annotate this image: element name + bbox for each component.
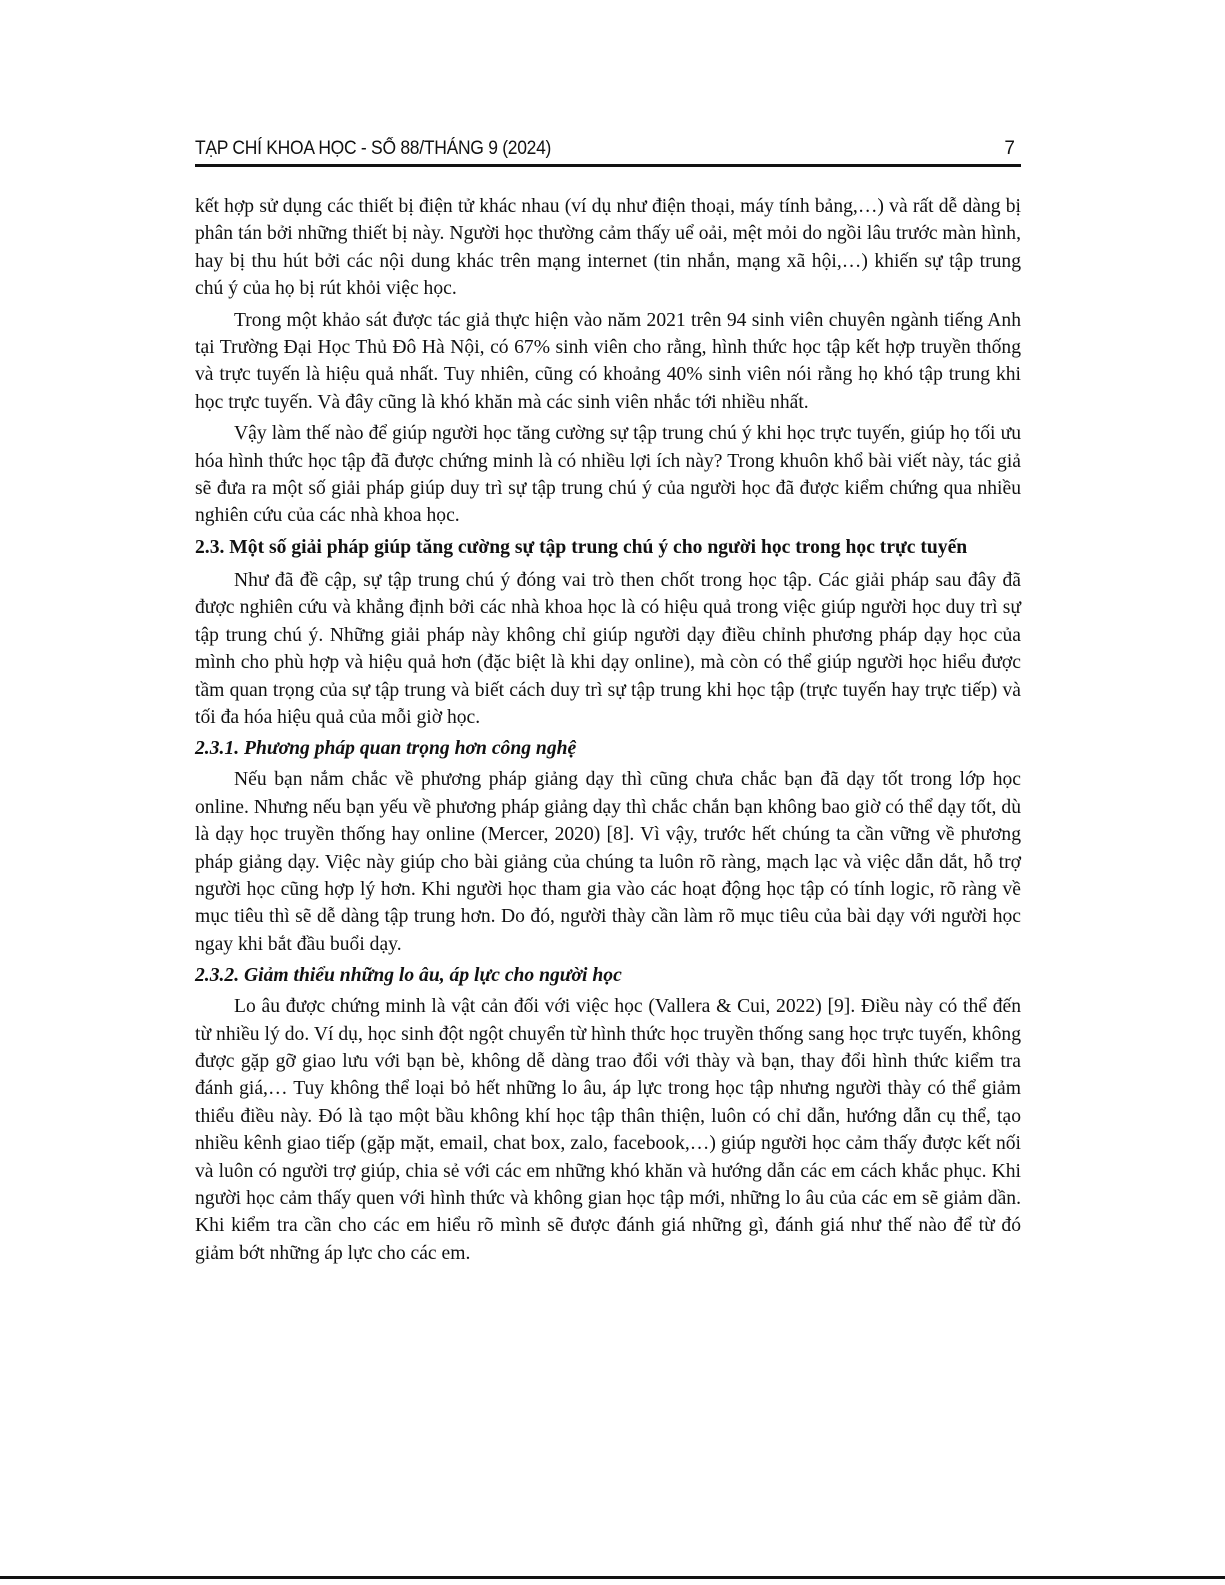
running-header: [195, 138, 1021, 167]
paragraph: Nếu bạn nắm chắc về phương pháp giảng dạy thì cũng chưa chắc bạn đã dạy tốt trong lớp học online. Nhưng nếu bạn yếu về phương pháp giảng dạy thì chắc chắn bạn không bao giờ có thể dạy tốt, dù là dạy học truyền thống hay online (Mercer, 2020) [8]. Vì vậy, trước hết chúng ta cần vững về phương pháp giảng dạy. Việc này giúp cho bài giảng của chúng ta luôn rõ ràng, mạch lạc và việc dẫn dắt, hỗ trợ người học cũng hợp lý hơn. Khi người học tham gia vào các hoạt động học tập có tính logic, rõ ràng về mục tiêu thì sẽ dễ dàng tập trung hơn. Do đó, người thày cần làm rõ mục tiêu của bài dạy với người học ngay khi bắt đầu buổi dạy.: [195, 769, 1021, 955]
page-number: 7: [1004, 138, 1015, 159]
section-heading-2-3: 2.3. Một số giải pháp giúp tăng cường sự tập trung chú ý cho người học trong học trực tuyến: [195, 536, 968, 558]
paragraph: Như đã đề cập, sự tập trung chú ý đóng vai trò then chốt trong học tập. Các giải pháp sau đây đã được nghiên cứu và khẳng định bởi các nhà khoa học là có hiệu quả trong việc giúp người học duy trì sự tập trung chú ý. Những giải pháp này không chỉ giúp người dạy điều chỉnh phương pháp dạy học của mình cho phù hợp và hiệu quả hơn (đặc biệt là khi dạy online), mà còn có thể giúp người học hiểu được tầm quan trọng của sự tập trung và biết cách duy trì sự tập trung khi học tập (trực tuyến hay trực tiếp) và tối đa hóa hiệu quả của mỗi giờ học.: [195, 569, 1021, 728]
article-body: [195, 193, 1021, 1271]
journal-title: TẠP CHÍ KHOA HỌC - SỐ 88/THÁNG 9 (2024): [195, 138, 552, 159]
paragraph: Trong một khảo sát được tác giả thực hiện vào năm 2021 trên 94 sinh viên chuyên ngành tiếng Anh tại Trường Đại Học Thủ Đô Hà Nội, có 67% sinh viên cho rằng, hình thức học tập kết hợp truyền thống và trực tuyến là hiệu quả nhất. Tuy nhiên, cũng có khoảng 40% sinh viên nói rằng họ khó tập trung khi học trực tuyến. Và đây cũng là khó khăn mà các sinh viên nhắc tới nhiều nhất.: [195, 309, 1021, 413]
paragraph: kết hợp sử dụng các thiết bị điện tử khác nhau (ví dụ như điện thoại, máy tính bảng,…) và rất dễ dàng bị phân tán bởi những thiết bị này. Người học thường cảm thấy uể oải, mệt mỏi do ngồi lâu trước màn hình, hay bị thu hút bởi các nội dung khác trên mạng internet (tin nhắn, mạng xã hội,…) khiến sự tập trung chú ý của họ bị rút khỏi việc học.: [195, 196, 1021, 300]
paragraph: Lo âu được chứng minh là vật cản đối với việc học (Vallera & Cui, 2022) [9]. Điều này có thể đến từ nhiều lý do. Ví dụ, học sinh đột ngột chuyển từ hình thức học truyền thống sang học trực tuyến, không được gặp gỡ giao lưu với bạn bè, không dễ dàng trao đổi với thày và bạn, thay đổi hình thức kiểm tra đánh giá,… Tuy không thể loại bỏ hết những lo âu, áp lực trong học tập nhưng người thày có thể giảm thiểu điều này. Đó là tạo một bầu không khí học tập thân thiện, luôn có chỉ dẫn, hướng dẫn cụ thể, tạo nhiều kênh giao tiếp (gặp mặt, email, chat box, zalo, facebook,…) giúp người học cảm thấy được kết nối và luôn có người trợ giúp, chia sẻ với các em những khó khăn và hướng dẫn các em cách khắc phục. Khi người học cảm thấy quen với hình thức và không gian học tập mới, những lo âu của các em sẽ giảm dần. Khi kiểm tra cần cho các em hiểu rõ mình sẽ được đánh giá những gì, đánh giá như thế nào để từ đó giảm bớt những áp lực cho các em.: [195, 996, 1021, 1264]
subsection-heading-2-3-1: 2.3.1. Phương pháp quan trọng hơn công nghệ: [195, 738, 577, 760]
subsection-heading-2-3-2: 2.3.2. Giảm thiểu những lo âu, áp lực cho người học: [195, 965, 622, 987]
paragraph: Vậy làm thế nào để giúp người học tăng cường sự tập trung chú ý khi học trực tuyến, giúp họ tối ưu hóa hình thức học tập đã được chứng minh là có nhiều lợi ích này? Trong khuôn khổ bài viết này, tác giả sẽ đưa ra một số giải pháp giúp duy trì sự tập trung chú ý của người học đã được kiểm chứng qua nhiều nghiên cứu của các nhà khoa học.: [195, 423, 1021, 527]
footer-rule: [0, 1576, 1225, 1579]
